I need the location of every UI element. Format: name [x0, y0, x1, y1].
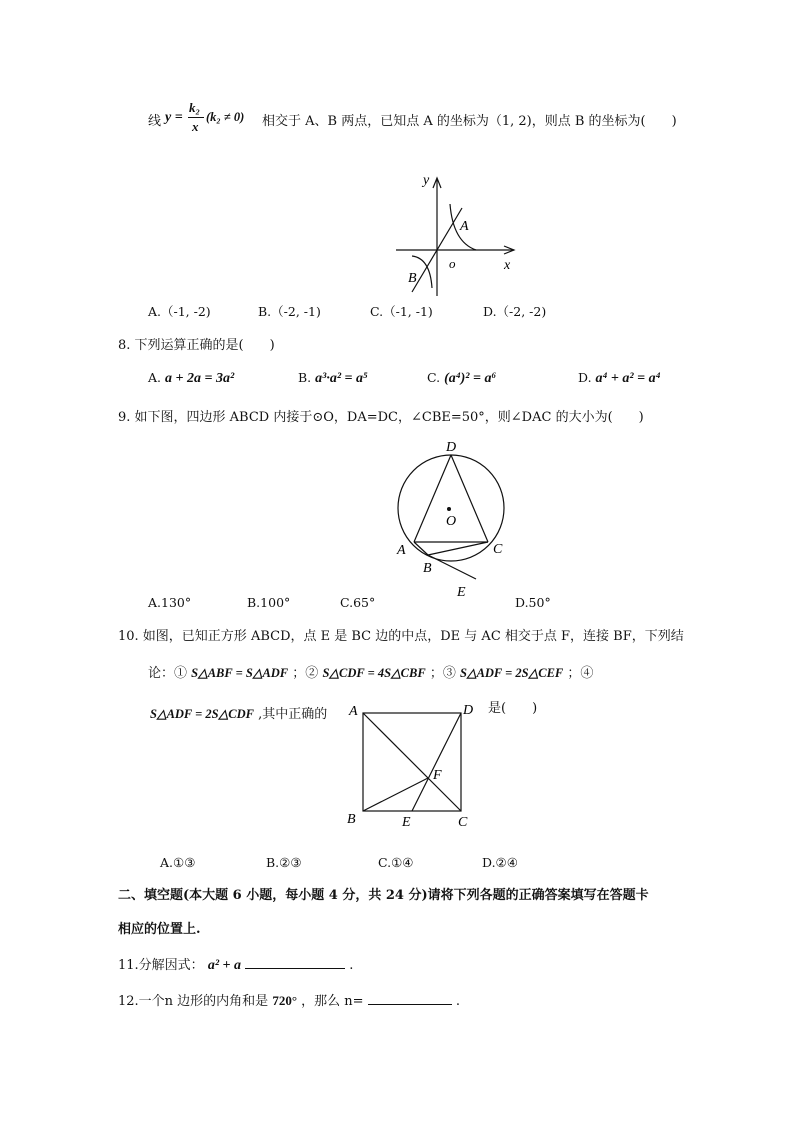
q7-prefix: 线: [148, 114, 162, 129]
q9-option-b: B.100°: [247, 595, 291, 610]
q10-line2-b: ；②: [292, 666, 319, 681]
label-C: C: [493, 542, 503, 557]
q10-conclusion-3: S△ADF = 2S△CEF: [460, 666, 564, 680]
q9-stem: 9. 如下图，四边形 ABCD 内接于⊙O，DA=DC，∠CBE=50°，则∠DAC 的大小为( ): [118, 410, 644, 425]
circle-o: [398, 455, 504, 561]
q7-text: 相交于 A、B 两点，已知点 A 的坐标为（1, 2)，则点 B 的坐标为( ): [262, 114, 677, 129]
q8-option-b-expr: a³·a² = a⁵: [315, 371, 368, 386]
label-B: B: [408, 271, 417, 286]
q12: [118, 990, 460, 1009]
q9-option-a: A.130°: [148, 595, 192, 610]
q7-frac-bar: [188, 117, 204, 118]
segment-bf: [363, 778, 428, 811]
diagonal-ac: [363, 713, 461, 811]
label-B: B: [423, 561, 432, 576]
q10-line2-c: ；③: [429, 666, 456, 681]
section2-heading-line2: 相应的位置上.: [118, 922, 201, 937]
q8-option-b-label: B.: [298, 370, 312, 385]
q12-end: .: [455, 994, 460, 1009]
q7-option-a: A.（-1, -2): [148, 304, 211, 319]
q7-option-c: C.（-1, -1): [370, 304, 433, 319]
q8-option-d: [578, 370, 660, 387]
q8-option-a: [148, 370, 234, 387]
label-o: o: [449, 256, 456, 271]
label-A: A: [349, 704, 358, 719]
q10-option-b: B.②③: [266, 855, 302, 870]
q8-option-a-label: A.: [148, 370, 162, 385]
q8-stem: 8. 下列运算正确的是( ): [118, 338, 275, 353]
label-D: D: [463, 703, 474, 718]
q7-option-d: D.（-2, -2): [483, 304, 547, 319]
q8-option-c: [427, 370, 496, 387]
q10-option-d: D.②④: [482, 855, 518, 870]
q11-answer-blank[interactable]: [245, 956, 345, 969]
label-B: B: [347, 812, 356, 827]
q10-conclusion-4: S△ADF = 2S△CDF: [150, 707, 254, 721]
q7-frac-num: k₂: [189, 100, 201, 115]
label-E: E: [457, 585, 466, 598]
q12-mid: ，那么 n=: [301, 994, 364, 1009]
q10-line3: [150, 703, 327, 722]
segment-de: [412, 713, 461, 811]
label-O: O: [446, 514, 457, 529]
q12-angle: 720°: [272, 993, 298, 1008]
label-C: C: [458, 815, 468, 830]
q12-label: 12.一个n 边形的内角和是: [118, 994, 269, 1009]
q8-option-c-expr: (a⁴)² = a⁶: [444, 371, 497, 386]
q10-conclusion-1: S△ABF = S△ADF: [191, 666, 289, 680]
q10-option-c: C.①④: [378, 855, 414, 870]
q10-line3-tail: 是( ): [488, 701, 538, 716]
q7-frac-den: x: [192, 119, 199, 134]
segment-dc: [451, 455, 488, 542]
ray-be: [428, 555, 476, 579]
q8-option-b: [298, 370, 368, 387]
q10-square-figure: [342, 698, 482, 832]
label-F: F: [433, 768, 442, 783]
label-A: A: [397, 543, 406, 558]
q10-line2-d: ；④: [567, 666, 594, 681]
q12-answer-blank[interactable]: [368, 992, 452, 1005]
section2-heading-line1: 二、填空题(本大题 6 小题，每小题 4 分，共 24 分)请将下列各题的正确答案填写在答题卡: [118, 888, 649, 903]
q10-line3-text: ,其中正确的: [258, 707, 328, 722]
q11-end: .: [349, 958, 354, 973]
q8-option-a-expr: a + 2a = 3a²: [165, 371, 235, 386]
q10-conclusion-2: S△CDF = 4S△CBF: [322, 666, 426, 680]
q9-option-c: C.65°: [340, 595, 376, 610]
q10-line2-a: 论：①: [148, 666, 188, 681]
q8-option-d-expr: a⁴ + a² = a⁴: [595, 371, 661, 386]
label-y: y: [423, 173, 430, 188]
q11-label: 11.分解因式：: [118, 958, 204, 973]
label-E: E: [402, 815, 411, 830]
q10-option-a: A.①③: [160, 855, 196, 870]
q8-option-d-label: D.: [578, 370, 592, 385]
q11-expression: a² + a: [207, 958, 242, 973]
q10-conclusions: [148, 662, 593, 681]
q7-math-y: y =: [165, 110, 183, 125]
q10-stem: 10. 如图，已知正方形 ABCD，点 E 是 BC 边的中点，DE 与 AC 相交于点 F，连接 BF，下列结: [118, 629, 684, 644]
q9-circle-figure: [390, 436, 520, 598]
q7-hyperbola-graph: [390, 170, 520, 300]
center-point-o: [447, 507, 451, 511]
q11: [118, 954, 353, 974]
q8-option-c-label: C.: [427, 370, 441, 385]
q9-option-d: D.50°: [515, 595, 551, 610]
label-x: x: [504, 258, 511, 273]
q7-option-b: B.（-2, -1): [258, 304, 321, 319]
q7-condition: (k₂ ≠ 0): [206, 110, 245, 124]
label-A: A: [460, 219, 469, 234]
label-D: D: [446, 440, 457, 455]
